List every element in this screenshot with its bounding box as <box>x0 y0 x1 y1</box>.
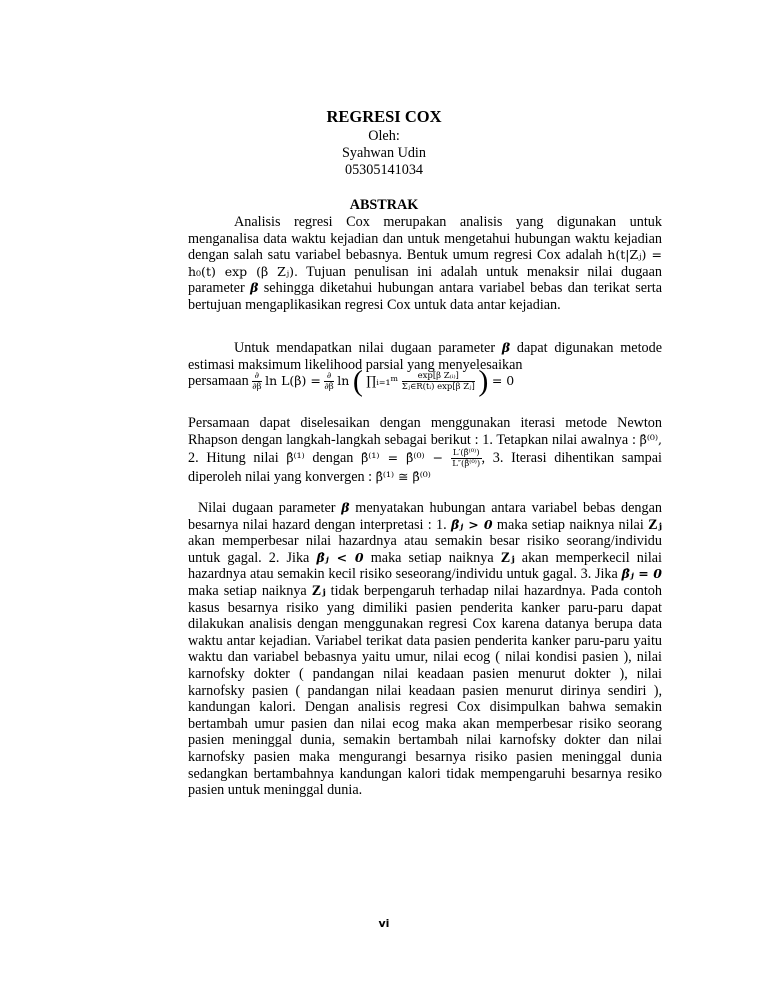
p2-text-a: Untuk mendapatkan nilai dugaan parameter <box>234 340 496 356</box>
initial-estimate: β̂⁽⁰⁾, <box>639 431 662 447</box>
p4-text-d: akan memperbesar nilai hazardnya atau semakin besar risiko seorang/individu untuk gagal. 2. Jika <box>188 533 662 566</box>
student-id: 05305141034 <box>344 162 424 178</box>
log-likelihood: ln L(β) = <box>265 372 321 388</box>
ln-operator: ln <box>337 372 350 388</box>
p1-text-c: sehingga diketahui hubungan antara variabel bebas dan terikat serta bertujuan mengaplikasikan regresi Cox untuk data antar kejadian. <box>188 280 663 313</box>
p1-text-b: Tujuan penulisan ini adalah untuk menaksir nilai dugaan parameter <box>188 263 662 297</box>
abstract-paragraph-4 <box>188 500 662 799</box>
page-number: vi <box>378 917 390 930</box>
abstract-heading: ABSTRAK <box>349 197 419 213</box>
abstract-paragraph-3 <box>188 415 662 486</box>
p3-text-d: , 3. Iterasi dihentikan sampai diperoleh nilai yang konvergen : <box>188 449 662 486</box>
beta-symbol: β <box>341 500 350 515</box>
product-operator: ∏ᵢ₌₁ᵐ <box>366 372 399 388</box>
convergence-condition: β̂⁽¹⁾ ≅ β̂⁽⁰⁾ <box>375 469 431 485</box>
document-title: REGRESI COX <box>326 107 442 126</box>
beta-symbol: β <box>501 340 511 355</box>
newton-update-formula: β̂⁽¹⁾ = β̂⁽⁰⁾ − <box>361 449 444 465</box>
eq-lead-text: persamaan <box>188 372 249 389</box>
beta-positive-condition: β̂ⱼ > 0 <box>450 516 493 532</box>
fraction-numerator: exp[β Z₍ᵢ₎] <box>402 371 475 382</box>
derivative-numerator: ∂ <box>252 371 261 382</box>
derivative-denominator: ∂β <box>252 382 262 392</box>
p4-text-a: Nilai dugaan parameter <box>198 500 336 516</box>
p4-text-h: tidak berpengaruh terhadap nilai hazardnya. Pada contoh kasus besarnya risiko yang dimiliki pasien penderita kanker paru-paru dapat dilakukan analisis dengan menggunakan regresi Cox karena datanya berupa data waktu antar kejadian. Variabel terikat data pasien penderita kanker paru-paru yaitu waktu dan variabel bebasnya yaitu umur, nilai ecog ( nilai kondisi pasien ), nilai karnofsky dokter ( pandangan nilai keadaan pasien menurut dokter ), nilai karnofsky pasien ( pandangan nilai keadaan pasien menurut dirinya sendiri ), kandungan kalori. Dengan analisis regresi Cox disimpulkan bahwa semakin bertambah umur pasien dan nilai ecog maka akan memperbesar risiko seorang pasien meninggal dunia, semakin bertambah nilai karnofsky dokter dan nilai karnofsky pasien maka mengurangi besarnya risiko pasien meninggal dunia sedangkan bertambahnya kandungan kalori tidak mempengaruhi besarnya resiko pasien untuk meninggal dunia. <box>188 582 662 799</box>
p1-text-a: Analisis regresi Cox merupakan analisis yang digunakan untuk menganalisa data waktu kejadian dan untuk mengetahui hubungan waktu kejadian dengan salah satu variabel bebasnya. Bentuk umum regresi Cox adalah <box>188 214 662 264</box>
p3-text-a: Persamaan dapat diselesaikan dengan menggunakan iterasi metode Newton Rhapson dengan langkah-langkah sebagai berikut : 1. Tetapkan nilai awalnya : <box>188 415 662 448</box>
partial-likelihood-fraction <box>402 371 475 392</box>
beta-negative-condition: β̂ⱼ < 0 <box>316 549 364 565</box>
p4-text-b: menyatakan hubungan antara variabel bebas dengan besarnya nilai hazard dengan interpretasi : 1. <box>188 500 663 533</box>
abstract-paragraph-2 <box>188 340 662 373</box>
newton-ratio <box>451 448 482 469</box>
p4-text-e: maka setiap naiknya <box>370 549 494 566</box>
p3-text-b: 2. Hitung nilai <box>188 449 279 466</box>
abstract-paragraph-1 <box>188 214 662 314</box>
beta-symbol: β <box>250 280 259 296</box>
newton-denominator: L″(β̂⁽⁰⁾) <box>452 459 481 470</box>
partial-derivative <box>252 371 261 392</box>
p4-text-g: maka setiap naiknya <box>188 582 307 599</box>
p4-text-f: akan memperkecil nilai hazardnya atau semakin kecil risiko seseorang/individu untuk gagal. 3. Jika <box>188 549 662 583</box>
equation-rhs: = 0 <box>491 372 515 388</box>
newton-numerator: L′(β̂⁽⁰⁾) <box>452 448 480 459</box>
cox-model-formula: h(t|Zⱼ) = h₀(t) exp (β Zⱼ). <box>188 247 662 279</box>
derivative-denominator: ∂β <box>324 382 334 392</box>
covariate-z: Zⱼ <box>311 582 326 599</box>
fraction-denominator: Σⱼ∈R(tᵢ) exp[β Zⱼ] <box>401 382 475 392</box>
byline: Oleh: <box>368 128 400 144</box>
author-name: Syahwan Udin <box>342 145 426 161</box>
p4-text-c: maka setiap naiknya nilai <box>496 516 644 533</box>
covariate-z: Zⱼ <box>500 549 515 566</box>
beta-zero-condition: β̂ⱼ = 0 <box>621 566 663 582</box>
p2-text-b: dapat digunakan metode estimasi maksimum likelihood parsial yang menyelesaikan <box>188 340 662 373</box>
partial-derivative <box>324 371 333 392</box>
next-estimate: β̂⁽¹⁾ <box>286 449 305 465</box>
covariate-z: Zⱼ <box>648 516 663 533</box>
derivative-numerator: ∂ <box>324 371 333 382</box>
partial-likelihood-equation: persamaan $\frac{\partial}{\partial\beta}$ ln L(β) = $\frac{\partial}{\partial\beta}$ ln ( ∏ᵢ₌₁ᵐ $\frac{\text{exp[β Z₍ᵢ₎]}}{\text{Σⱼ∈R(tᵢ) exp[β Zⱼ]}}$ ) = 0 <box>188 364 515 398</box>
p3-text-c: dengan <box>312 449 354 466</box>
